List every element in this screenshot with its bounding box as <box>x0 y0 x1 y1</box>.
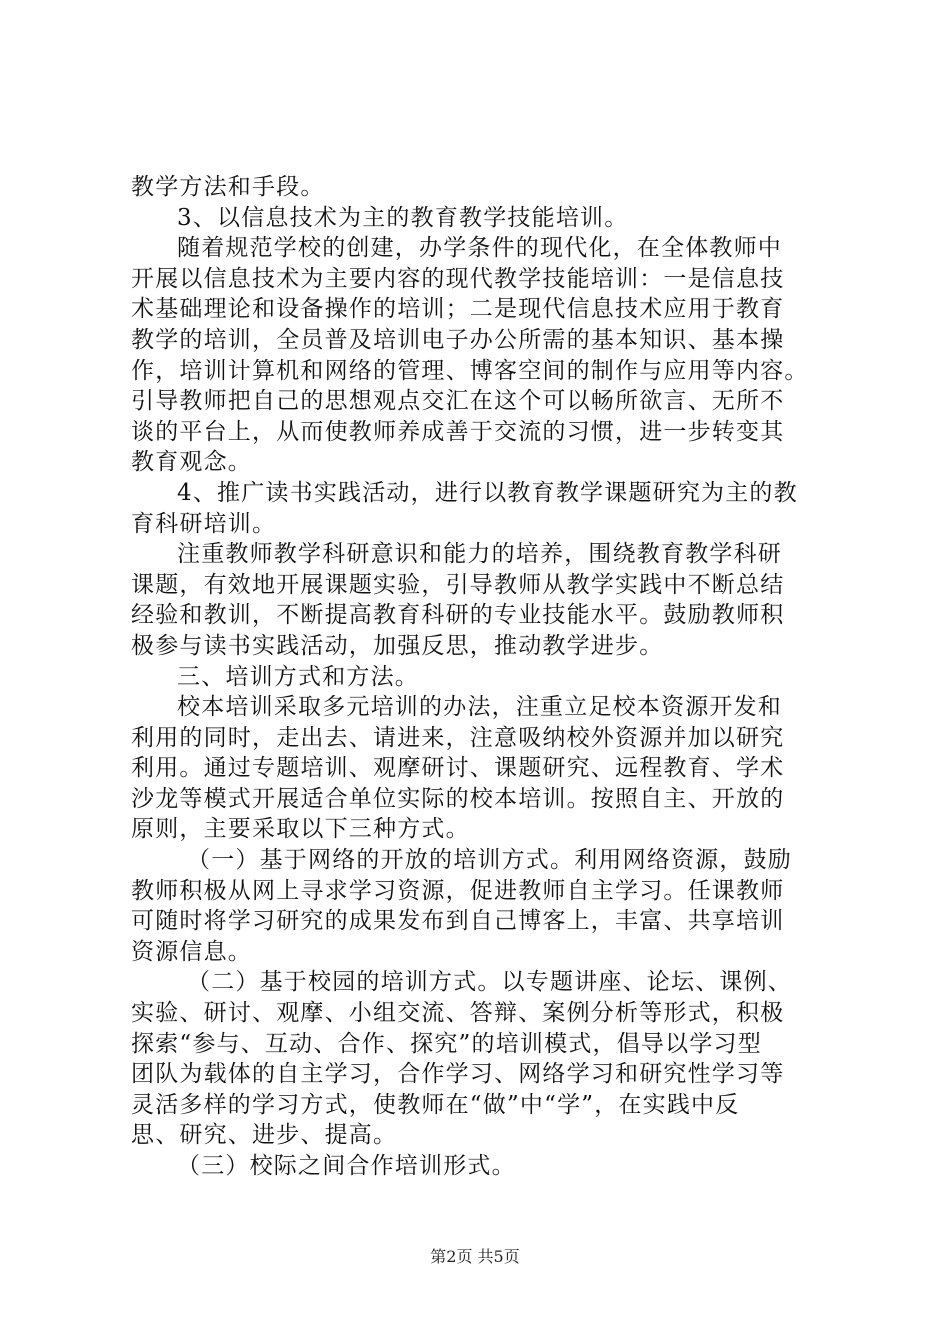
document-body <box>131 172 843 1182</box>
text-line: 可随时将学习研究的成果发布到自己博客上，丰富、共享培训 <box>131 908 785 935</box>
text-line: 课题，有效地开展课题实验，引导教师从教学实践中不断总结 <box>131 571 785 598</box>
text-line: 教学的培训，全员普及培训电子办公所需的基本知识、基本操 <box>131 326 785 353</box>
text-line: 团队为载体的自主学习，合作学习、网络学习和研究性学习等 <box>131 1061 785 1088</box>
paragraph-first-line: 注重教师教学科研意识和能力的培养，围绕教育教学科研 <box>177 541 782 568</box>
text-line: 利用。通过专题培训、观摩研讨、课题研究、远程教育、学术 <box>131 755 785 782</box>
text-line: 术基础理论和设备操作的培训；二是现代信息技术应用于教育 <box>131 296 785 323</box>
paragraph-first-line: （一）基于网络的开放的培训方式。利用网络资源，鼓励 <box>187 847 792 874</box>
text-line: 思、研究、进步、提高。 <box>131 1122 398 1149</box>
text-line: 利用的同时，走出去、请进来，注意吸纳校外资源并加以研究 <box>131 724 785 751</box>
text-line: 实验、研讨、观摩、小组交流、答辩、案例分析等形式，积极 <box>131 1000 785 1027</box>
text-line: 原则，主要采取以下三种方式。 <box>131 816 470 843</box>
section-heading: 三、培训方式和方法。 <box>177 663 419 690</box>
paragraph-first-line: 校本培训采取多元培训的办法，注重立足校本资源开发和 <box>177 694 782 721</box>
section-heading: （三）校际之间合作培训形式。 <box>177 1153 516 1179</box>
section-heading: 4、推广读书实践活动，进行以教育教学课题研究为主的教 <box>177 479 798 506</box>
paragraph-first-line: 随着规范学校的创建，办学条件的现代化，在全体教师中 <box>177 235 782 262</box>
text-line: 灵活多样的学习方式，使教师在“做”中“学”，在实践中反 <box>131 1091 740 1118</box>
text-line: 资源信息。 <box>131 938 252 965</box>
text-line: 教师积极从网上寻求学习资源，促进教师自主学习。任课教师 <box>131 877 785 904</box>
text-line: 经验和教训，不断提高教育科研的专业技能水平。鼓励教师积 <box>131 602 785 629</box>
text-line: 沙龙等模式开展适合单位实际的校本培训。按照自主、开放的 <box>131 785 785 812</box>
section-heading: 3、以信息技术为主的教育教学技能培训。 <box>177 204 629 231</box>
text-line: 教育观念。 <box>131 449 252 476</box>
page-number-footer: 第2页 共5页 <box>430 1247 520 1266</box>
text-line: 引导教师把自己的思想观点交汇在这个可以畅所欲言、无所不 <box>131 388 785 415</box>
paragraph-first-line: （二）基于校园的培训方式。以专题讲座、论坛、课例、 <box>187 969 792 996</box>
text-line: 教学方法和手段。 <box>131 174 325 200</box>
text-line: 作，培训计算机和网络的管理、博客空间的制作与应用等内容。 <box>131 357 809 384</box>
text-line: 谈的平台上，从而使教师养成善于交流的习惯，进一步转变其 <box>131 418 785 445</box>
text-line: 极参与读书实践活动，加强反思，推动教学进步。 <box>131 632 664 659</box>
text-line: 开展以信息技术为主要内容的现代教学技能培训：一是信息技 <box>131 265 785 292</box>
text-line: 育科研培训。 <box>131 510 277 537</box>
text-line: 探索“参与、互动、合作、探究”的培训模式，倡导以学习型 <box>131 1030 762 1057</box>
